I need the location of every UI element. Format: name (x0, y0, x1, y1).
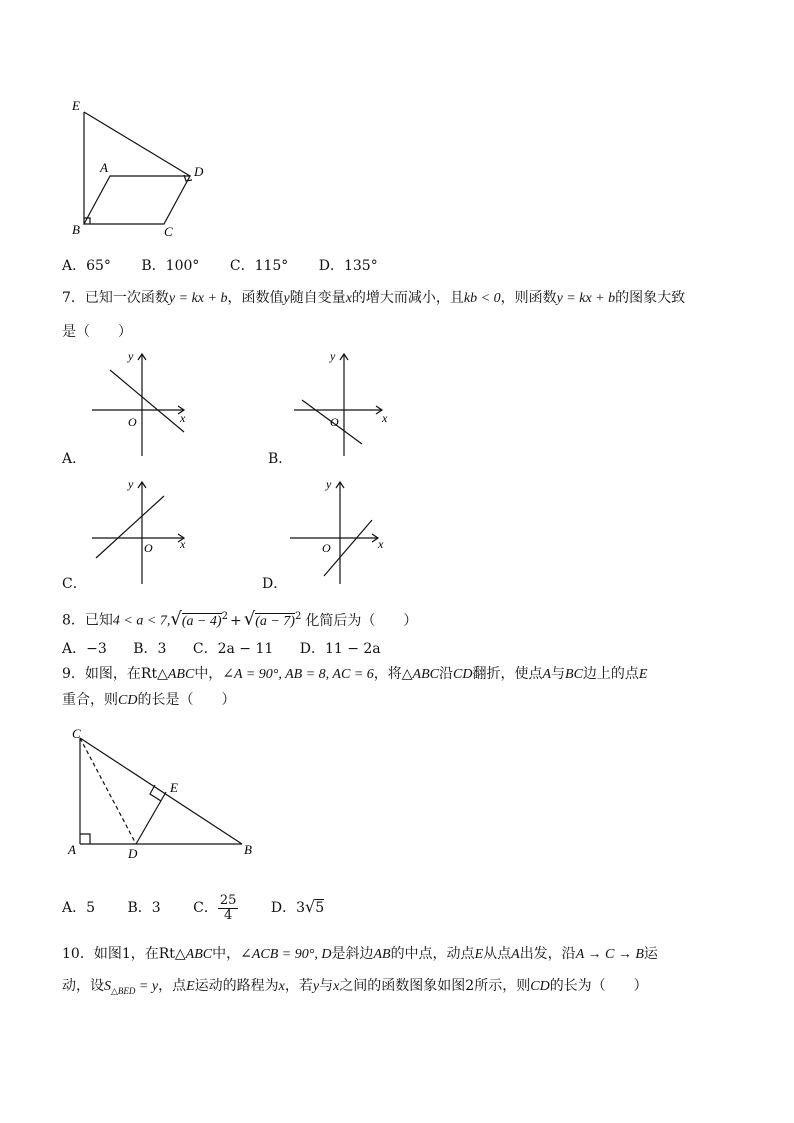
q6-figure (60, 92, 220, 242)
q10-var: = y (135, 979, 159, 994)
q9-stem-line2 (62, 690, 235, 711)
q8-text: 8．已知 (62, 612, 113, 629)
q10-text: 运 (643, 946, 658, 962)
q7-graph-c[interactable] (88, 472, 198, 584)
q10-var: A (511, 947, 520, 962)
q9-text: 与 (551, 666, 566, 682)
q7-graph-b[interactable] (290, 346, 400, 456)
axis-label-x: x (382, 411, 388, 425)
q7-var-y: y (283, 291, 290, 306)
q9-var: CD (453, 667, 473, 682)
q9-text: 沿 (439, 666, 453, 682)
axis-label-y: y (128, 349, 134, 363)
q9-text: ，将 (373, 666, 402, 682)
axis-label-x: x (180, 537, 186, 551)
right-angle-mark-a (80, 834, 90, 844)
q10-text: ，若 (284, 978, 313, 994)
q10-var: E (186, 979, 195, 994)
q9-text: 翻折，使点 (472, 666, 543, 682)
q6-options (62, 256, 404, 276)
q7-graph-d[interactable] (286, 472, 396, 584)
fraction (218, 894, 239, 923)
radical-1: $√(a - 4)^2$ (170, 608, 228, 630)
q7-text: 的增大而减小，且 (351, 290, 464, 306)
axis-label-y: y (326, 477, 332, 491)
origin-label: O (144, 541, 153, 555)
q8-option-d[interactable]: D．11 − 2a (299, 641, 381, 657)
q10-stem-line1 (62, 944, 658, 965)
q10-var: E (474, 947, 484, 962)
axis-label-y: y (330, 349, 336, 363)
q8-option-a[interactable]: A．−3 (62, 641, 107, 657)
q9-var: E (638, 667, 648, 682)
q8-condition: 4 < a < 7, (112, 613, 171, 629)
label-e: E (170, 780, 178, 795)
q6-option-d[interactable]: D．135° (318, 258, 378, 274)
q10-text: 中， (212, 946, 241, 962)
label-e: E (72, 98, 80, 113)
exponent-2: 2 (294, 611, 302, 622)
q10-text: 之间的函数图象如图2所示，则 (339, 978, 531, 994)
q7-function: y = kx + b (168, 291, 228, 306)
q10-text: 与 (319, 978, 334, 994)
q7-stem-line1 (62, 288, 685, 309)
radicand: 5 (315, 900, 325, 916)
q7-graph-a[interactable] (88, 346, 198, 456)
q10-text: 是斜边 (331, 946, 374, 962)
label-b: B (72, 222, 80, 237)
q9-stem-line1 (62, 664, 647, 685)
origin-label: O (330, 415, 339, 429)
q9-text: 9．如图，在 (62, 666, 141, 682)
q6-option-c[interactable]: C．115° (229, 258, 289, 274)
fold-line-cd (80, 738, 136, 844)
q10-path: A → C → B (575, 947, 644, 962)
q9-var: ABC (167, 667, 195, 682)
q10-text: 动，设 (62, 978, 104, 994)
radicand-2: (a − 7) (255, 613, 295, 629)
q10-var: S (104, 979, 111, 994)
label-c: C (164, 224, 173, 239)
q9-option-d[interactable]: D．3√5 (270, 897, 325, 916)
q10-stem-line2 (62, 976, 648, 1001)
q9-text: 边上的点 (582, 666, 639, 682)
q10-var: AB (373, 947, 391, 962)
q7-function: y = kx + b (556, 291, 616, 306)
q7-var-x: x (345, 291, 352, 306)
q9-text: 重合，则 (62, 692, 118, 708)
q10-var: CD (530, 979, 550, 994)
q9-var: CD (118, 693, 138, 708)
q8-option-b[interactable]: B．3 (133, 641, 167, 657)
axis-label-x: x (180, 411, 186, 425)
axis-label-y: y (128, 477, 134, 491)
q9-option-b[interactable]: B．3 (127, 900, 161, 916)
q10-text: ，点 (158, 978, 187, 994)
label-a: A (100, 160, 108, 175)
q9-var: BC (565, 667, 583, 682)
q7-text: 的图象大致 (615, 290, 686, 306)
label-b: B (244, 842, 252, 857)
q10-text: 从点 (483, 946, 512, 962)
q10-text: 的长为（ ） (549, 978, 648, 994)
q10-var: x (333, 979, 340, 994)
label-d: D (194, 164, 204, 179)
q7-option-c-label[interactable]: C． (62, 576, 87, 592)
parallelogram-abcd (84, 176, 190, 224)
q10-text: 10．如图1，在 (62, 946, 159, 962)
q9-rt: Rt△ (140, 666, 168, 682)
q8-text: 化简后为（ ） (305, 612, 418, 629)
q9-option-a[interactable]: A．5 (62, 900, 96, 916)
label-d: D (128, 846, 138, 861)
q9-text: 中， (194, 666, 223, 682)
q7-stem-line2: 是（ ） (62, 324, 132, 340)
exponent-1: 2 (221, 611, 228, 622)
q9-option-c[interactable] (193, 887, 238, 929)
q7-text: ，函数值 (227, 290, 284, 306)
q9-options (62, 886, 350, 929)
q10-var: y (312, 979, 320, 994)
denominator: 4 (223, 907, 233, 923)
radical-2: $√(a - 7)^2$ (243, 608, 302, 630)
plus-sign: + (229, 612, 242, 629)
edge-cb (80, 738, 242, 844)
q10-condition: ∠ACB = 90°, D (240, 947, 332, 962)
q7-option-b-label[interactable]: B． (268, 451, 293, 467)
q6-option-a[interactable]: A．65° (62, 258, 111, 274)
q7-condition: kb < 0 (463, 291, 501, 306)
numerator: 25 (219, 892, 237, 908)
q9-var: A (542, 667, 552, 682)
q9-condition: ∠A = 90°, AB = 8, AC = 6 (222, 667, 374, 682)
q6-option-b[interactable]: B．100° (141, 258, 200, 274)
segment-de (136, 792, 166, 844)
q10-text: 的中点，动点 (390, 946, 475, 962)
q8-stem (62, 604, 417, 635)
q7-text: 随自变量 (289, 290, 346, 306)
axis-label-x: x (378, 537, 384, 551)
graph-line (96, 496, 164, 558)
q9-text: 的长是（ ） (137, 692, 236, 708)
q10-rt: Rt△ (158, 946, 186, 962)
q7-text: ，则函数 (500, 290, 557, 306)
q7-option-d-label[interactable]: D． (262, 576, 288, 592)
label-c: C (72, 726, 81, 741)
radicand-1: (a − 4) (181, 613, 222, 629)
q7-text: 7．已知一次函数 (62, 290, 169, 306)
q8-options (62, 639, 407, 659)
origin-label: O (322, 541, 331, 555)
q9-figure (62, 724, 262, 864)
q8-option-c[interactable]: C．2a − 11 (192, 641, 274, 657)
q10-var: ABC (185, 947, 213, 962)
q10-var: x (278, 979, 285, 994)
graph-line (110, 370, 184, 432)
origin-label: O (128, 415, 137, 429)
q9-option-c-label: C． (193, 900, 218, 916)
q10-text: 运动的路程为 (194, 978, 279, 994)
q9-option-d-label: D． (270, 900, 297, 916)
graph-line (324, 520, 372, 576)
q9-var: △ABC (401, 667, 439, 682)
coefficient: 3 (296, 900, 306, 916)
label-a: A (68, 842, 76, 857)
q10-subscript: △BED (111, 985, 136, 996)
q10-text: 出发，沿 (519, 946, 576, 962)
q7-option-a-label[interactable]: A． (62, 451, 87, 467)
